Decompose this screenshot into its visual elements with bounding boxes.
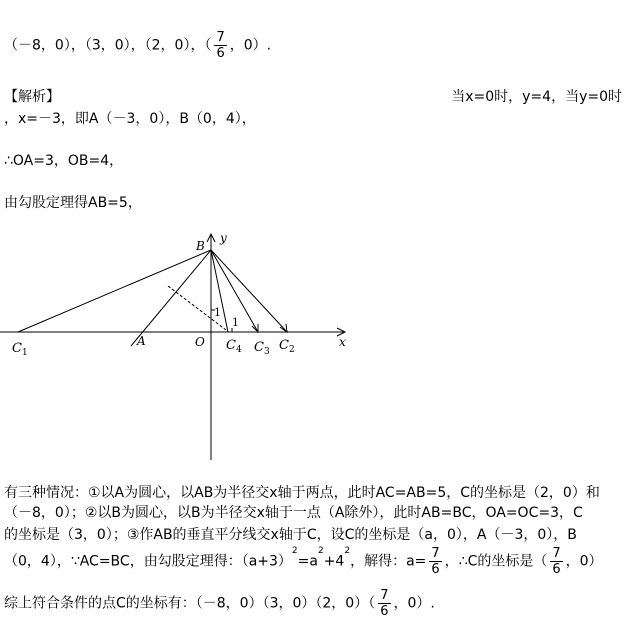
summary-line: 综上符合条件的点C的坐标有：（－8，0）（3，0）（2，0）（ $\frac{7}{6}$ ，0）. [4, 588, 435, 619]
explanation-line-3: 的坐标是（3，0）；③作AB的垂直平分线交x轴于C，设C的坐标是（a，0），A（－3，0），B [4, 527, 577, 543]
label-one-x: 1 [232, 316, 239, 329]
explanation-line-2: （－8，0）；②以B为圆心，以B为半径交x轴于一点（A除外），此时AB=BC，OA=OC=3，C [4, 505, 583, 521]
answer-line [4, 30, 271, 61]
answer-part2: ，0）. [229, 37, 272, 54]
analysis-label: 【解析】 [4, 89, 60, 105]
geometry-figure [0, 228, 630, 468]
fraction-seven-sixths: $\frac{7}{6}$ [216, 30, 225, 61]
analysis-right-text: 当x=0时，y=4，当y=0时 [451, 89, 622, 105]
explanation-line-1: 有三种情况：①以A为圆心，以AB为半径交x轴于两点，此时AC=AB=5，C的坐标是（2，0）和 [4, 485, 600, 501]
fraction-summary: $\frac{7}{6}$ [380, 588, 389, 619]
label-C3: $C_3$ [254, 340, 270, 357]
label-C2: $C_2$ [279, 338, 295, 355]
segment-B-C2 [211, 250, 287, 332]
label-x: x [339, 335, 346, 349]
fraction-c-coord: $\frac{7}{6}$ [552, 546, 561, 577]
label-y: y [220, 231, 227, 245]
label-B: B [196, 239, 205, 253]
answer-part1: （－8，0），（3，0），（2，0），（ [4, 37, 212, 54]
explanation-line-4: （0，4），∵AC=BC，由勾股定理得：$(a+3)^2=a^2+4^2$，解得：a= $\frac{7}{6}$ ，∴C的坐标是（ $\frac{7}{6}$ ，0） [4, 546, 603, 577]
analysis-line-3: ∴OA=3，OB=4， [4, 153, 124, 169]
label-A: A [137, 334, 146, 348]
analysis-line-2: ，x=－3，即A（－3，0），B（0，4）， [4, 111, 256, 127]
fraction-a-value: $\frac{7}{6}$ [431, 546, 440, 577]
label-C4: $C_4$ [226, 338, 242, 355]
label-O: O [195, 335, 205, 349]
segment-B-C4 [211, 250, 228, 332]
analysis-line-4: 由勾股定理得AB=5， [4, 195, 142, 211]
segment-B-C1 [18, 250, 211, 332]
label-one-y: 1 [214, 306, 221, 319]
arrow-C3 [252, 324, 258, 332]
label-C1: $C_1$ [12, 341, 28, 358]
